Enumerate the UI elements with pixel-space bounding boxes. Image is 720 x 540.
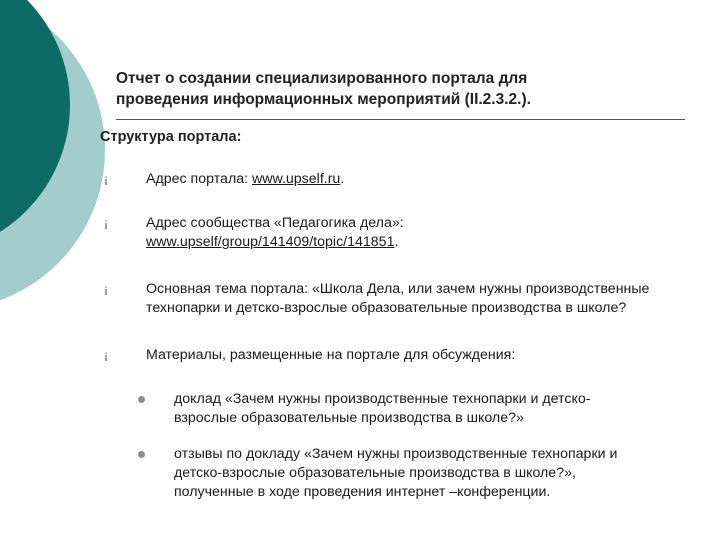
title-divider [116,119,685,120]
ring-bullet-icon: ¡ [104,348,108,362]
feedback-line-2: детско-взрослые образовательные производства в школе?», [174,465,576,481]
ring-bullet-icon: ¡ [104,216,108,230]
decorative-circles [0,0,120,300]
main-theme-line-2: технопарки и детско-взрослые образовательные производства в школе? [146,300,627,316]
report-line-2: взрослые образовательные производства в школе?» [174,410,524,426]
community-link[interactable]: www.upself/group/141409/topic/141851 [146,234,395,250]
dot-bullet-icon [138,396,145,403]
materials-label: Материалы, размещенные на портале для обсуждения: [146,347,516,363]
slide-title [116,68,676,110]
community-address-suffix: . [394,234,399,250]
portal-link[interactable]: www.upself.ru [252,171,341,187]
report-line-1: доклад «Зачем нужны производственные технопарки и детско- [174,391,591,407]
feedback-line-3: полученные в ходе проведения интернет –конференции. [174,484,551,500]
main-theme-line-1: Основная тема портала: «Школа Дела, или зачем нужны производственные [146,281,650,297]
list-item-text [146,214,716,252]
list-item-text [146,170,716,189]
section-heading: Структура портала: [100,129,242,145]
dot-bullet-icon [138,451,145,458]
feedback-line-1: отзывы по докладу «Зачем нужны производственные технопарки и [174,446,618,462]
community-address-label: Адрес сообщества «Педагогика дела»: [146,215,404,231]
portal-address-suffix: . [340,171,345,187]
sub-list-item-text [174,445,708,502]
ring-bullet-icon: ¡ [104,172,108,186]
portal-address-label: Адрес портала: [146,171,252,187]
list-item-text [146,280,716,318]
sub-list-item-text [174,390,708,428]
title-line-1: Отчет о создании специализированного портала для [116,70,528,87]
ring-bullet-icon: ¡ [104,282,108,296]
circles-graphic [0,0,120,300]
title-line-2: проведения информационных мероприятий (II.2.3.2.). [116,91,531,108]
